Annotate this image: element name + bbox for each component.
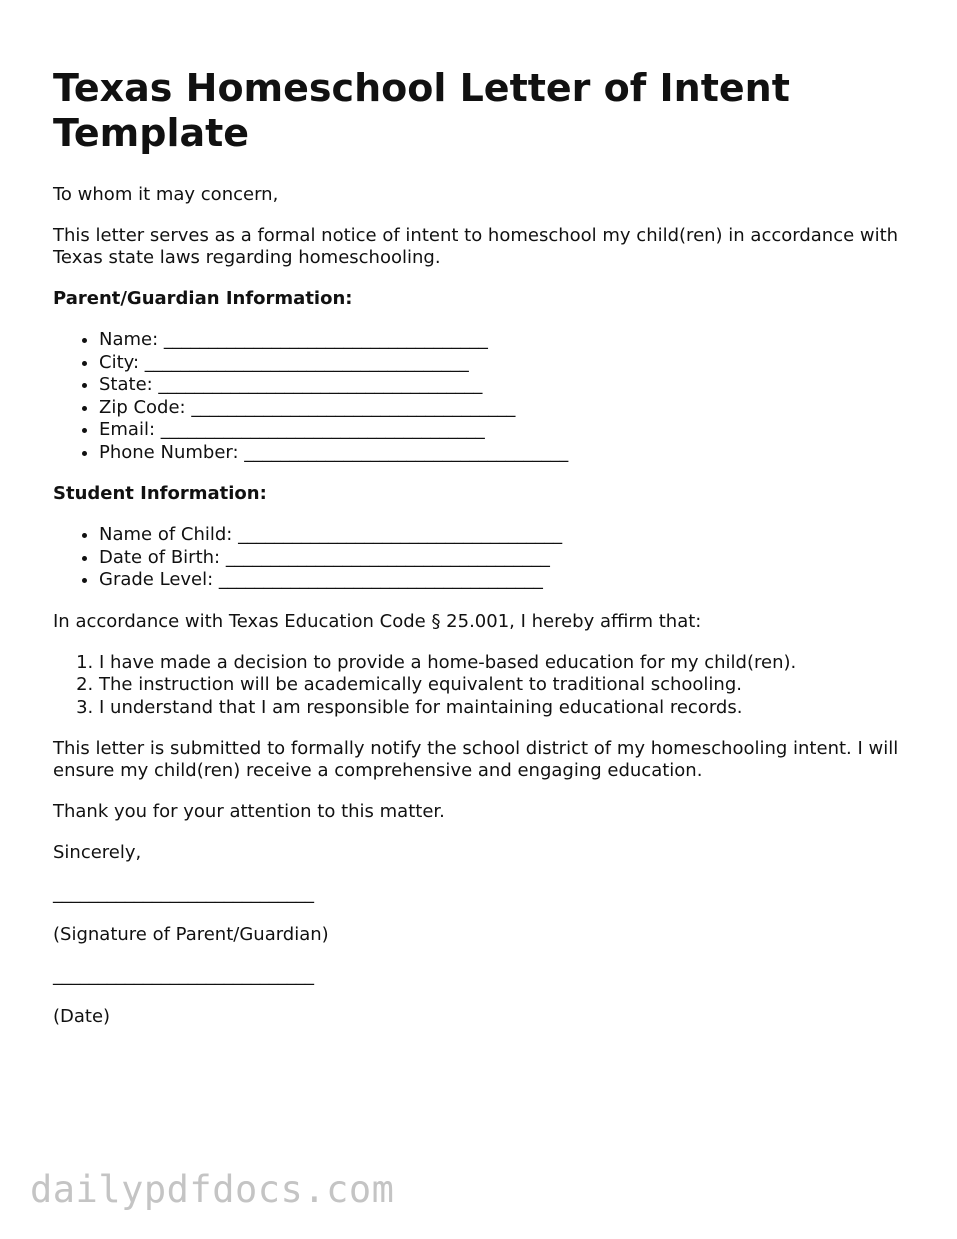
child-name-field: • Name of Child: ____________________________________ xyxy=(99,524,913,547)
salutation: To whom it may concern, xyxy=(53,184,279,205)
date-line: _____________________________ xyxy=(53,965,314,986)
child-grade-field: • Grade Level: ____________________________________ xyxy=(99,569,913,592)
affirmation-item: 3. I understand that I am responsible for maintaining educational records. xyxy=(99,697,913,720)
parent-phone-field: • Phone Number: ____________________________________ xyxy=(99,442,913,465)
parent-email-field: • Email: ____________________________________ xyxy=(99,419,913,442)
signature-line: _____________________________ xyxy=(53,883,314,904)
parent-section-heading: Parent/Guardian Information: xyxy=(53,288,353,309)
parent-info-list xyxy=(53,329,913,464)
document-title: Texas Homeschool Letter of Intent Template xyxy=(53,66,790,155)
child-dob-field: • Date of Birth: ____________________________________ xyxy=(99,547,913,570)
sign-off: Sincerely, xyxy=(53,842,142,863)
student-info-list xyxy=(53,524,913,592)
closing-paragraph: This letter is submitted to formally notify the school district of my homeschooling intent. I will ensure my child(ren) receive a comprehensive and engaging education. xyxy=(53,738,899,781)
parent-state-field: • State: ____________________________________ xyxy=(99,374,913,397)
affirmation-item: 2. The instruction will be academically equivalent to traditional schooling. xyxy=(99,674,913,697)
signature-caption: (Signature of Parent/Guardian) xyxy=(53,924,329,945)
parent-zip-field: • Zip Code: ____________________________________ xyxy=(99,397,913,420)
watermark: dailypdfdocs.com xyxy=(30,1168,395,1211)
date-caption: (Date) xyxy=(53,1006,111,1027)
affirmation-item: 1. I have made a decision to provide a home-based education for my child(ren). xyxy=(99,652,913,675)
intro-paragraph: This letter serves as a formal notice of intent to homeschool my child(ren) in accordance with Texas state laws regarding homeschooling. xyxy=(53,225,899,268)
parent-name-field: • Name: ____________________________________ xyxy=(99,329,913,352)
letter-document xyxy=(53,66,913,1047)
affirmation-intro: In accordance with Texas Education Code § 25.001, I hereby affirm that: xyxy=(53,610,702,632)
thanks-line: Thank you for your attention to this matter. xyxy=(53,801,445,822)
parent-city-field: • City: ____________________________________ xyxy=(99,352,913,375)
student-section-heading: Student Information: xyxy=(53,483,267,504)
affirmation-list xyxy=(53,652,913,720)
